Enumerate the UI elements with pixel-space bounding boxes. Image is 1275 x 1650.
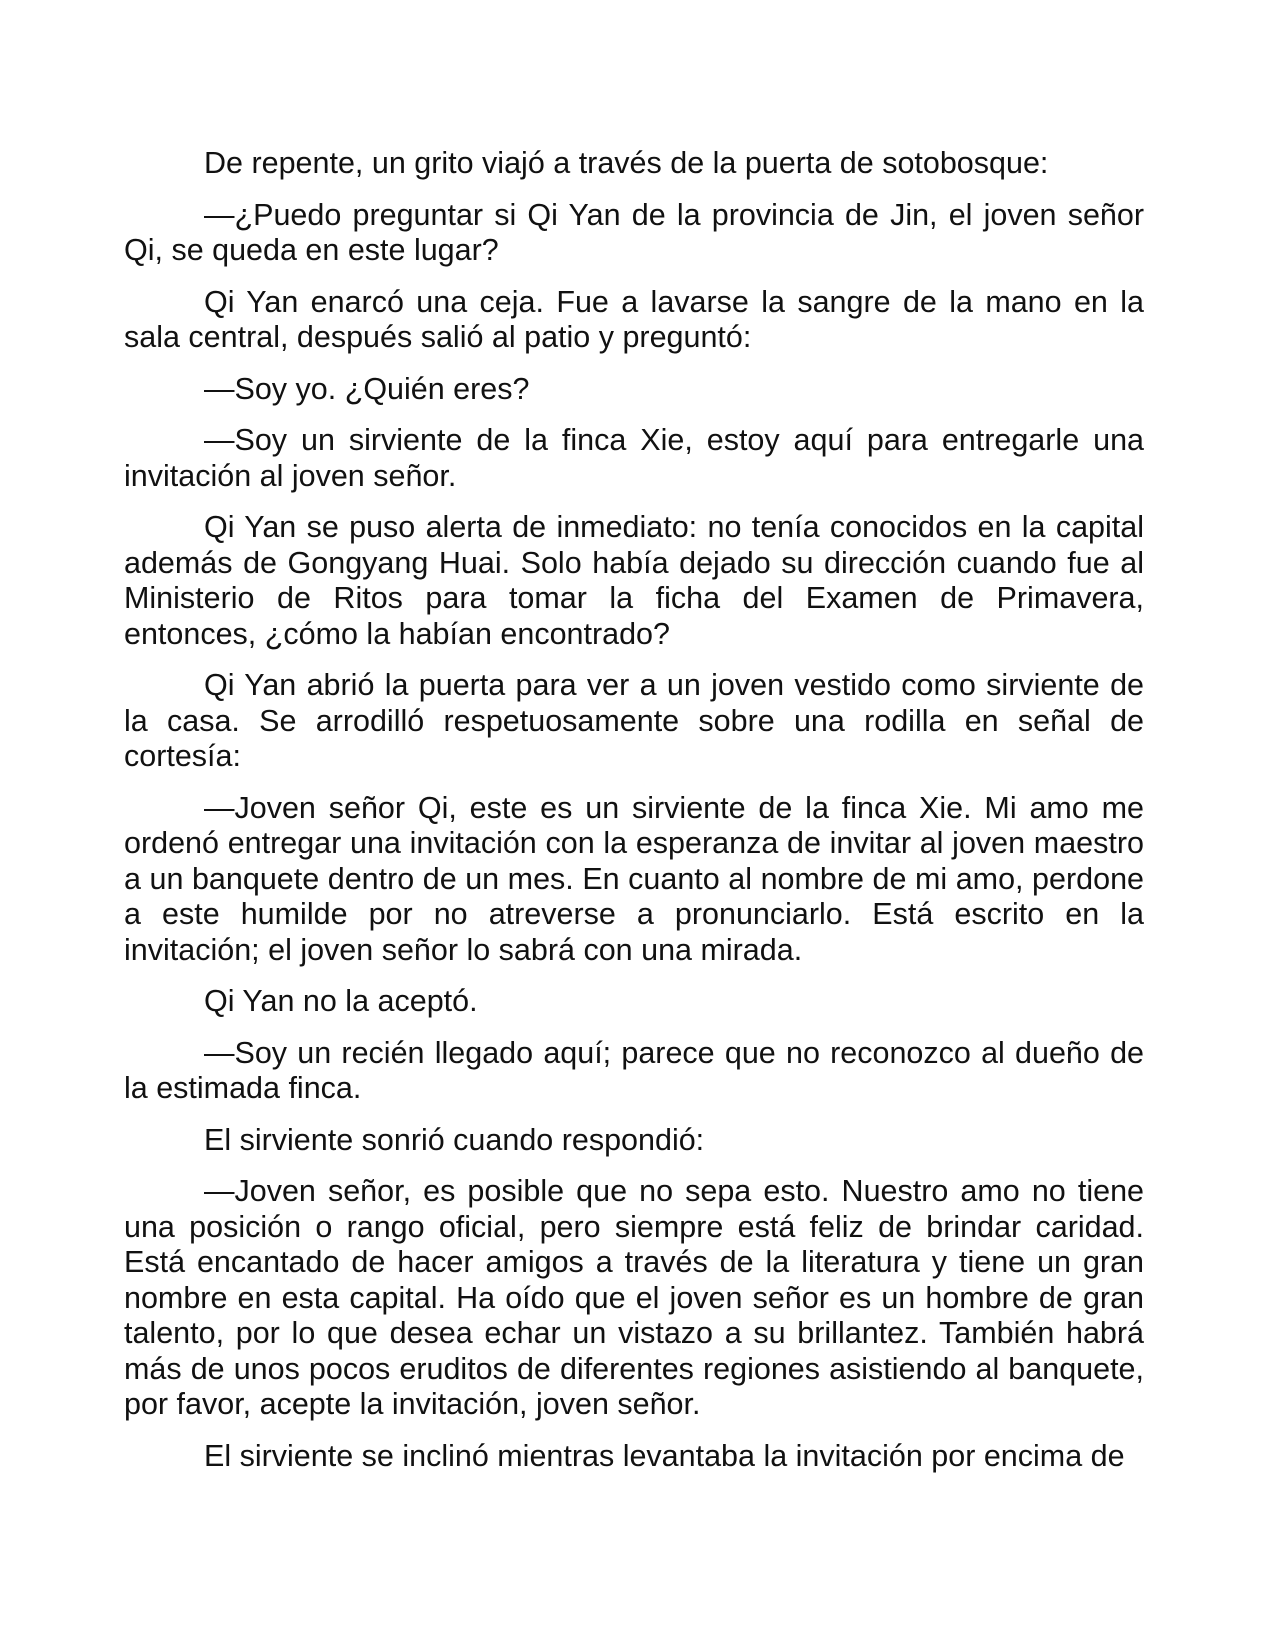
paragraph: Qi Yan se puso alerta de inmediato: no tenía conocidos en la capital además de Gongyang Huai. Solo había dejado su dirección cuando fue al Ministerio de Ritos para tomar la ficha del Examen de Primavera, entonces, ¿cómo la habían encontrado? (124, 510, 1144, 651)
paragraph: —Soy un recién llegado aquí; parece que no reconozco al dueño de la estimada finca. (124, 1035, 1144, 1105)
paragraph: —Joven señor, es posible que no sepa esto. Nuestro amo no tiene una posición o rango oficial, pero siempre está feliz de brindar caridad. Está encantado de hacer amigos a través de la literatura y tiene un gran nombre en esta capital. Ha oído que el joven señor es un hombre de gran talento, por lo que desea echar un vistazo a su brillantez. También habrá más de unos pocos eruditos de diferentes regiones asistiendo al banquete, por favor, acepte la invitación, joven señor. (124, 1174, 1144, 1421)
text-body (124, 146, 1144, 1474)
paragraph: El sirviente sonrió cuando respondió: (204, 1122, 705, 1157)
paragraph: Qi Yan enarcó una ceja. Fue a lavarse la sangre de la mano en la sala central, después salió al patio y preguntó: (124, 284, 1144, 354)
paragraph: —Soy yo. ¿Quién eres? (204, 371, 530, 406)
paragraph: De repente, un grito viajó a través de la puerta de sotobosque: (204, 146, 1049, 180)
paragraph: Qi Yan abrió la puerta para ver a un joven vestido como sirviente de la casa. Se arrodilló respetuosamente sobre una rodilla en señal de cortesía: (124, 668, 1144, 773)
paragraph: —Joven señor Qi, este es un sirviente de la finca Xie. Mi amo me ordenó entregar una invitación con la esperanza de invitar al joven maestro a un banquete dentro de un mes. En cuanto al nombre de mi amo, perdone a este humilde por no atreverse a pronunciarlo. Está escrito en la invitación; el joven señor lo sabrá con una mirada. (124, 790, 1144, 967)
paragraph: —Soy un sirviente de la finca Xie, estoy aquí para entregarle una invitación al joven señor. (124, 423, 1144, 493)
paragraph: —¿Puedo preguntar si Qi Yan de la provincia de Jin, el joven señor Qi, se queda en este lugar? (124, 197, 1144, 267)
paragraph: Qi Yan no la aceptó. (204, 984, 478, 1018)
paragraph: El sirviente se inclinó mientras levantaba la invitación por encima de (204, 1438, 1125, 1473)
